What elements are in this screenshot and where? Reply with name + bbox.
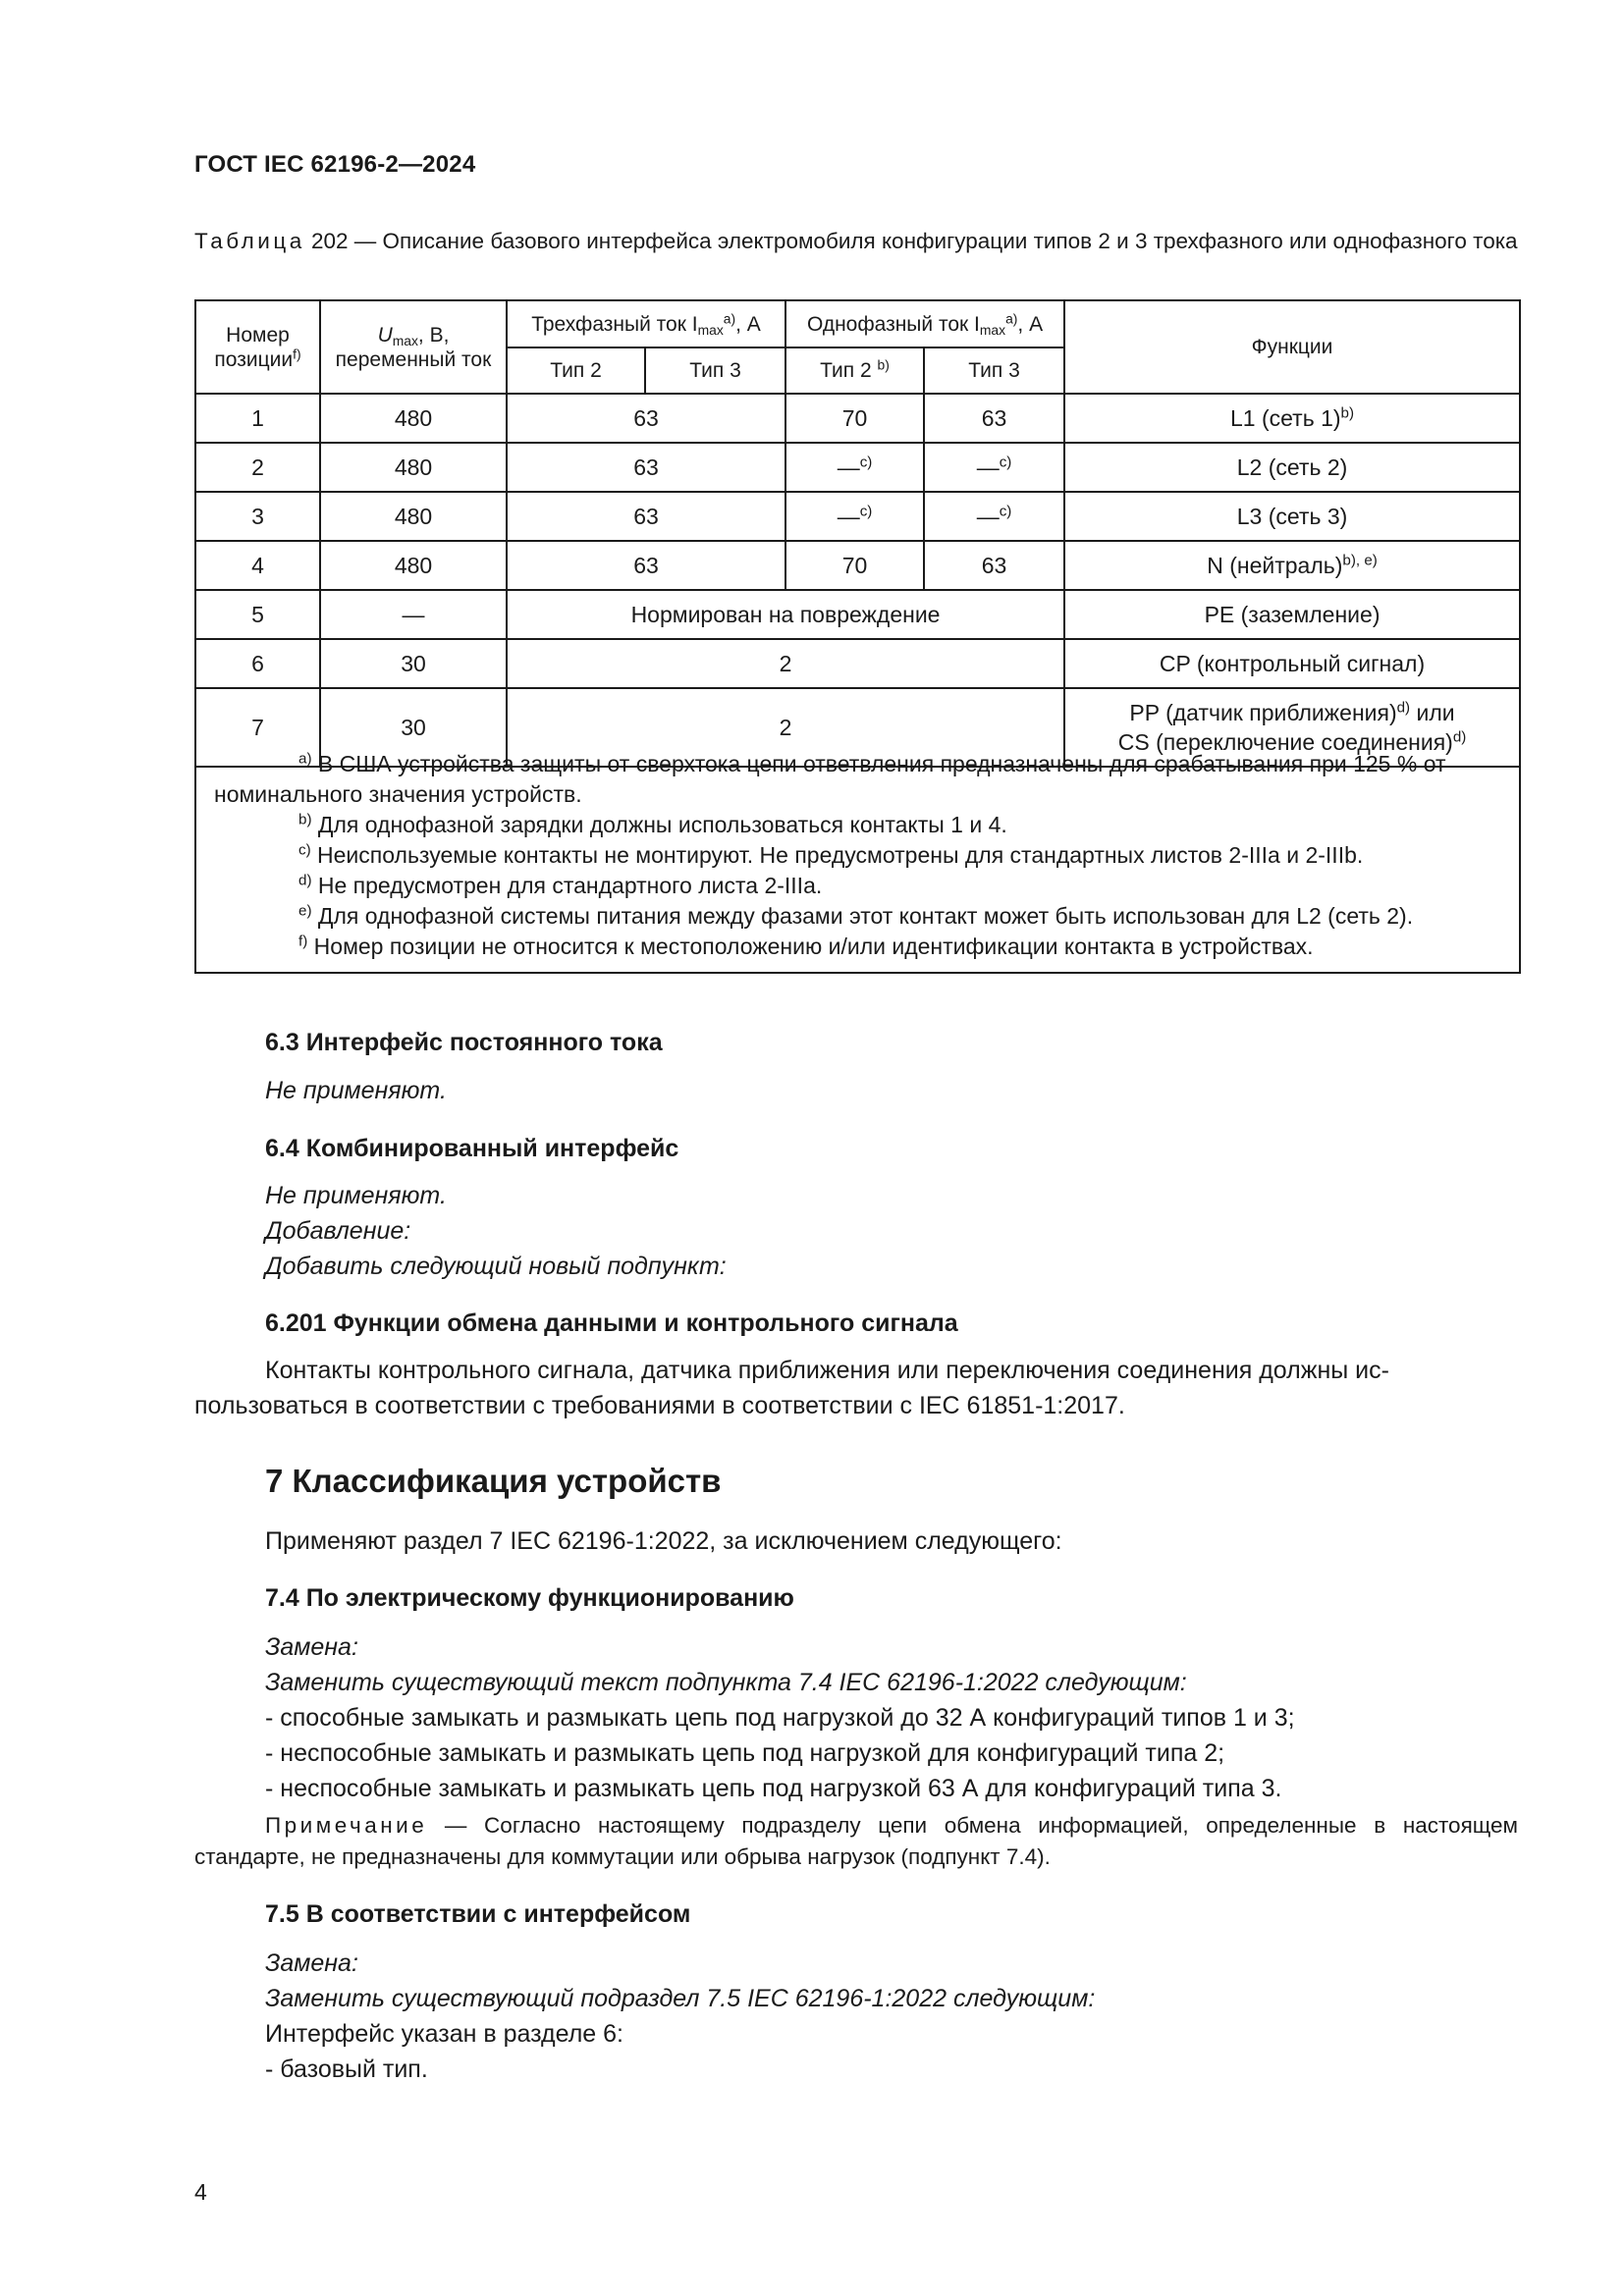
header-type2-three: Тип 2: [507, 347, 645, 394]
table-row: 2 480 63 —$^{c)}$ —$^{c)}$ L2 (сеть 2): [195, 443, 1520, 492]
section-7-4-instruction: Заменить существующий текст подпункта 7.4 IEC 62196-1:2022 следующим:: [265, 1669, 1187, 1696]
section-7-5-line1: Интерфейс указан в разделе 6:: [265, 2020, 623, 2048]
table-row: 5 — Нормирован на повреждение PE (заземление): [195, 590, 1520, 639]
section-7-5-replace: Замена:: [265, 1949, 358, 1977]
section-7-4-item2: - неспособные замыкать и размыкать цепь под нагрузкой для конфигураций типа 2;: [265, 1739, 1225, 1767]
section-6-4-line1: Не применяют.: [265, 1182, 447, 1209]
section-7-4-item1: - способные замыкать и размыкать цепь под нагрузкой до 32 А конфигураций типов 1 и 3;: [265, 1704, 1295, 1732]
table-caption: [194, 226, 1518, 257]
section-6-3-text: Не применяют.: [265, 1077, 447, 1104]
footnote-e: $^{e)}$ Для однофазной системы питания между фазами этот контакт может быть использован для L2 (сеть 2).: [298, 902, 1414, 929]
section-7-4-item3: - неспособные замыкать и размыкать цепь под нагрузкой 63 А для конфигураций типа 3.: [265, 1775, 1282, 1802]
section-6-201-title: 6.201 Функции обмена данными и контрольного сигнала: [265, 1309, 958, 1337]
section-6-4-title: 6.4 Комбинированный интерфейс: [265, 1135, 679, 1162]
footnote-a-text: $^{a)}$ В США устройства защиты от сверхтока цепи ответвления предназначены для срабатывания при 125 % от номинального значения устройств.: [214, 750, 1446, 807]
section-7-5-instruction: Заменить существующий подраздел 7.5 IEC 62196-1:2022 следующим:: [265, 1985, 1096, 2012]
footnote-d: $^{d)}$ Не предусмотрен для стандартного листа 2-IIIa.: [298, 872, 823, 898]
section-6-201-line2: пользоваться в соответствии с требованиями в соответствии с IEC 61851-1:2017.: [194, 1392, 1125, 1419]
section-7-4-title: 7.4 По электрическому функционированию: [265, 1584, 794, 1612]
table-row: 3 480 63 —$^{c)}$ —$^{c)}$ L3 (сеть 3): [195, 492, 1520, 541]
table-row: 6 30 2 CP (контрольный сигнал): [195, 639, 1520, 688]
note-block: [194, 1810, 1518, 1873]
header-position: Номер позиции$^{f)}$: [195, 300, 320, 394]
page-number: 4: [194, 2179, 207, 2205]
header-type3-three: Тип 3: [645, 347, 785, 394]
document-header: ГОСТ IEC 62196-2—2024: [194, 151, 476, 178]
section-6-4-line3: Добавить следующий новый подпункт:: [265, 1253, 727, 1280]
section-6-201-line1: Контакты контрольного сигнала, датчика приближения или переключения соединения должны ис-: [265, 1357, 1389, 1384]
table-caption-text: 202 — Описание базового интерфейса электромобиля конфигурации типов 2 и 3 трехфазного или однофазного тока: [311, 229, 1518, 253]
section-6-4-line2: Добавление:: [265, 1217, 411, 1245]
table-footnotes: [195, 767, 1520, 973]
note-label: Примечание: [265, 1813, 428, 1838]
section-7-title: 7 Классификация устройств: [265, 1463, 722, 1499]
table-header-row: [195, 300, 1520, 347]
header-functions: Функции: [1064, 300, 1520, 394]
section-7-5-line2: - базовый тип.: [265, 2056, 428, 2083]
section-7-5-title: 7.5 В соответствии с интерфейсом: [265, 1900, 691, 1928]
header-umax: $U_{max}$, В, переменный ток: [320, 300, 507, 394]
footnote-f: $^{f)}$ Номер позиции не относится к местоположению и/или идентификации контакта в устройствах.: [298, 933, 1314, 959]
table-row: 1 480 63 70 63 L1 (сеть 1)$^{b)}$: [195, 394, 1520, 443]
header-type2-single: Тип 2 $^{b)}$: [785, 347, 924, 394]
table-caption-label: Таблица: [194, 229, 305, 253]
section-7-text: Применяют раздел 7 IEC 62196-1:2022, за исключением следующего:: [265, 1527, 1062, 1555]
footnote-b: $^{b)}$ Для однофазной зарядки должны использоваться контакты 1 и 4.: [298, 811, 1007, 837]
table-row: 7 30 2 PP (датчик приближения)$^{d)}$ или CS (переключение соединения)$^{d)}$: [195, 688, 1520, 767]
footnote-c: $^{c)}$ Неиспользуемые контакты не монтируют. Не предусмотрены для стандартных листов 2-IIIa и 2-IIIb.: [298, 841, 1364, 868]
section-6-3-title: 6.3 Интерфейс постоянного тока: [265, 1029, 663, 1056]
interface-table: [194, 299, 1521, 974]
table-row: 4 480 63 70 63 N (нейтраль)$^{b), e)}$: [195, 541, 1520, 590]
section-7-4-replace: Замена:: [265, 1633, 358, 1661]
header-type3-single: Тип 3: [924, 347, 1064, 394]
note-text: — Согласно настоящему подразделу цепи обмена информацией, определенные в настоящем стандарте, не предназначены для коммутации или обрыва нагрузок (подпункт 7.4).: [194, 1813, 1518, 1869]
header-three-phase: Трехфазный ток $I_{max}^{a)}$, А: [507, 300, 785, 347]
header-single-phase: Однофазный ток $I_{max}^{a)}$, А: [785, 300, 1064, 347]
